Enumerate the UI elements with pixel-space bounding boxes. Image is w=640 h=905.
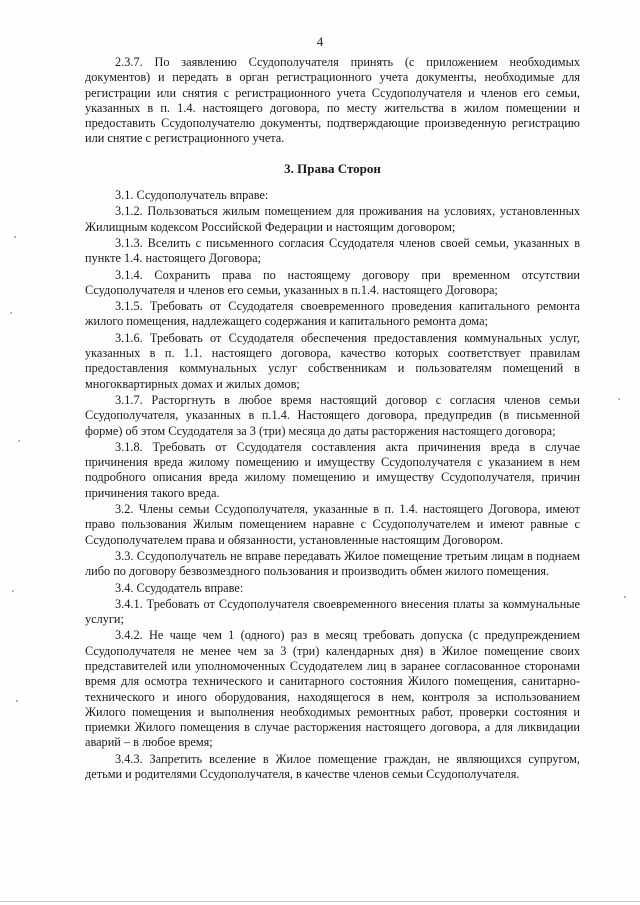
- scan-speck: [14, 236, 16, 238]
- paragraph-3-1-3: 3.1.3. Вселить с письменного согласия Ссудодателя членов своей семьи, указанных в пункте 1.4. настоящего Договора;: [85, 235, 580, 266]
- scan-speck: [618, 398, 620, 400]
- scan-speck: [12, 590, 14, 592]
- paragraph-3-1: 3.1. Ссудополучатель вправе:: [115, 188, 269, 203]
- paragraph-3-1-6: 3.1.6. Требовать от Ссудодателя обеспечения предоставления коммунальных услуг, указанных в п. 1.1. настоящего договора, качество которых соответствует правилам предоставления коммунальных услуг собственникам и пользователям помещений в многоквартирных домах и жилых домов;: [85, 330, 580, 391]
- scan-speck: [18, 440, 20, 442]
- scan-speck: [624, 596, 626, 598]
- scan-speck: [10, 312, 12, 314]
- paragraph-3-1-5: 3.1.5. Требовать от Ссудодателя своевременного проведения капитального ремонта жилого помещения, надлежащего содержания и капитального ремонта дома;: [85, 299, 580, 329]
- paragraph-3-4-3: 3.4.3. Запретить вселение в Жилое помещение граждан, не являющихся супругом, детьми и родителями Ссудополучателя, в качестве членов семьи Ссудополучателя.: [85, 751, 580, 782]
- paragraph-3-1-8: 3.1.8. Требовать от Ссудодателя составления акта причинения вреда в случае причинения вреда жилому помещению и имуществу Ссудополучателя с указанием в нем подробного описания вреда жилому помещению и имуществу Ссудополучателя, причин причинения такого вреда.: [85, 439, 580, 500]
- paragraph-3-2: 3.2. Члены семьи Ссудополучателя, указанные в п. 1.4. настоящего Договора, имеют право пользования Жилым помещением наравне с Ссудополучателем и имеют равные с Ссудополучателем права и обязанности, установленные настоящим Договором.: [85, 502, 580, 547]
- paragraph-3-1-4: 3.1.4. Сохранить права по настоящему договору при временном отсутствии Ссудополучателя и членов его семьи, указанных в п.1.4. настоящего Договора;: [85, 267, 580, 297]
- paragraph-2-3-7: 2.3.7. По заявлению Ссудополучателя принять (с приложением необходимых документов) и передать в орган регистрационного учета документы, необходимые для регистрации или снятия с регистрационного учета Ссудополучателя и членов его семьи, указанных в п. 1.4. настоящего договора, по месту жительства в жилом помещении и предоставить Ссудополучателю документы, подтверждающие произведенную регистрацию или снятие с регистрационного учета.: [85, 55, 580, 146]
- paragraph-3-1-7: 3.1.7. Расторгнуть в любое время настоящий договор с согласия членов семьи Ссудополучателя, указанных в п.1.4. Настоящего договора, предупредив (в письменной форме) об этом Ссудодателя за 3 (три) месяца до даты расторжения настоящего договора;: [85, 392, 580, 438]
- paragraph-3-3: 3.3. Ссудополучатель не вправе передавать Жилое помещение третьим лицам в поднаем либо по договору безвозмездного пользования и производить обмен жилого помещения.: [85, 548, 580, 579]
- section-heading-rights: 3. Права Сторон: [284, 160, 381, 176]
- paragraph-3-4-2: 3.4.2. Не чаще чем 1 (одного) раз в месяц требовать допуска (с предупреждением Ссудополучателя не менее чем за 3 (три) календарных дня) в Жилое помещение своих представителей или уполномоченных Ссудодателем лиц в заранее согласованное сторонами время для осмотра технического и санитарного состояния Жилого помещения, санитарно-технического и иного оборудования, находящегося в нем, контроля за использованием Жилого помещения и выполнения необходимых ремонтных работ, проверки состояния и приемки Жилого помещения в случае расторжения настоящего договора, а для ликвидации аварий – в любое время;: [85, 628, 580, 750]
- document-body: [85, 55, 580, 783]
- paragraph-3-4: 3.4. Ссудодатель вправе:: [115, 580, 244, 595]
- scan-speck: [16, 700, 18, 702]
- paragraph-3-4-1: 3.4.1. Требовать от Ссудополучателя своевременного внесения платы за коммунальные услуги;: [85, 596, 580, 627]
- page-number: 4: [316, 34, 324, 49]
- paragraph-3-1-2: 3.1.2. Пользоваться жилым помещением для проживания на условиях, установленных Жилищным кодексом Российской Федерации и настоящим договором;: [85, 204, 580, 234]
- scan-bottom-edge: [0, 901, 640, 902]
